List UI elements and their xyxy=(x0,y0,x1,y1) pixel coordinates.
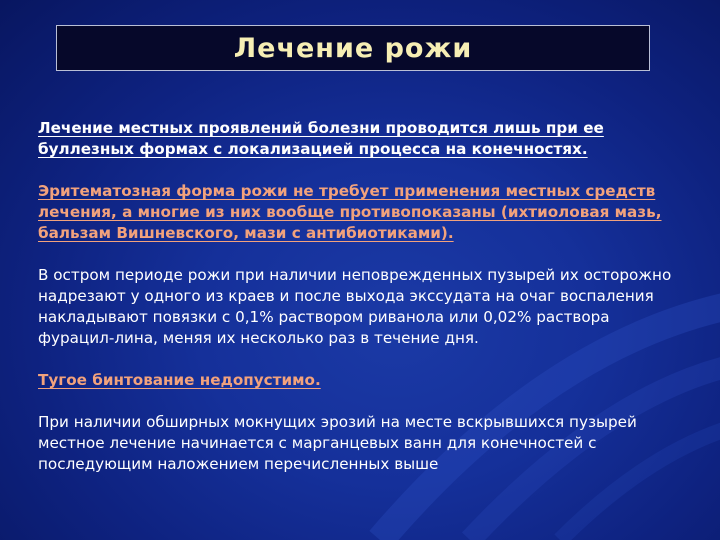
paragraph-local-treatment: Лечение местных проявлений болезни проводится лишь при ее буллезных формах с локализацией процесса на конечностях. xyxy=(38,119,604,158)
paragraph-erythematous-form: Эритематозная форма рожи не требует применения местных средств лечения, а многие из них вообще противопоказаны (ихтиоловая мазь, бальзам Вишневского, мази с антибиотиками). xyxy=(38,182,662,242)
paragraph-acute-period: В остром периоде рожи при наличии неповрежденных пузырей их осторожно надрезают у одного из краев и после выхода экссудата на очаг воспаления накладывают повязки с 0,1% раствором риванола или 0,02% раствора фурацил-лина, меняя их несколько раз в течение дня. xyxy=(38,266,672,347)
slide-body xyxy=(38,118,688,496)
paragraph-erosions: При наличии обширных мокнущих эрозий на месте вскрывшихся пузырей местное лечение начинается с марганцевых ванн для конечностей с последующим наложением перечисленных выше xyxy=(38,413,637,473)
slide-title: Лечение рожи xyxy=(233,32,473,64)
title-banner xyxy=(56,25,650,71)
paragraph-tight-bandaging: Тугое бинтование недопустимо. xyxy=(38,371,321,389)
